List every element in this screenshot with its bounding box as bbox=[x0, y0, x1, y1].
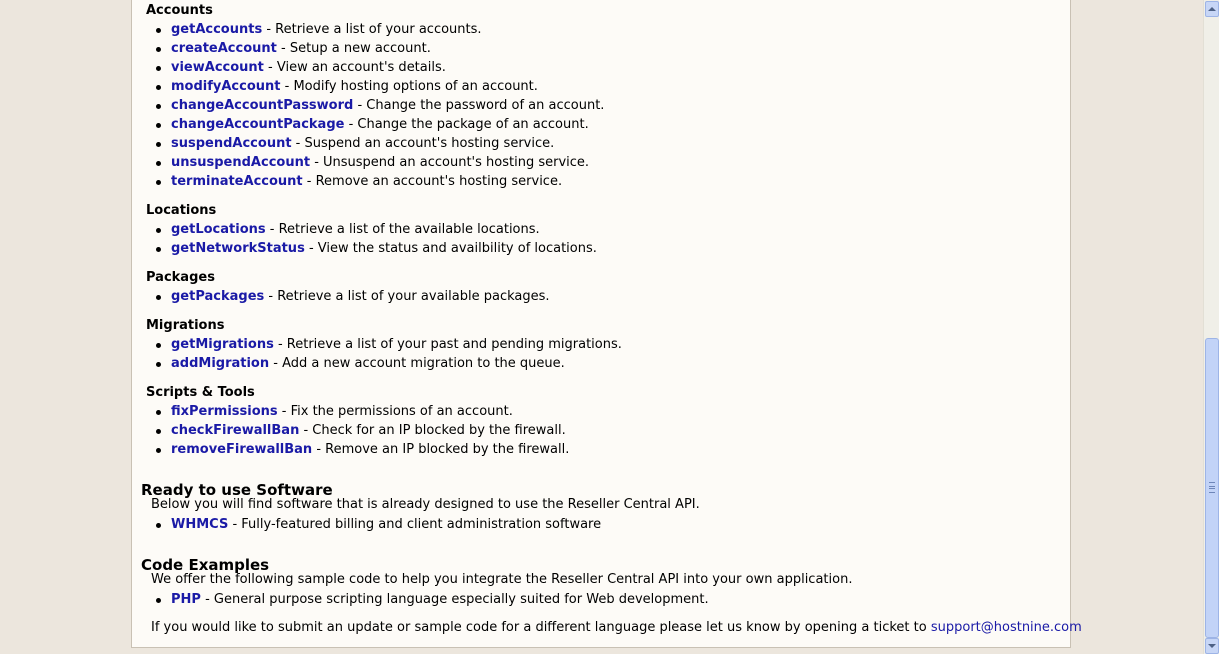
method-description: - Setup a new account. bbox=[276, 41, 431, 56]
list-item bbox=[0, 239, 597, 258]
list-item bbox=[0, 220, 597, 239]
bullet-icon bbox=[156, 85, 161, 90]
method-description: - Remove an account's hosting service. bbox=[302, 174, 563, 189]
method-description: - Check for an IP blocked by the firewall. bbox=[299, 423, 566, 438]
method-link-changeAccountPackage[interactable]: changeAccountPackage bbox=[171, 117, 345, 132]
support-email-link[interactable]: support@hostnine.com bbox=[930, 620, 1082, 635]
section-title-migrations: Migrations bbox=[146, 318, 225, 333]
packages-list bbox=[0, 287, 550, 306]
footer-note bbox=[151, 620, 1082, 636]
arrow-up-icon bbox=[1208, 7, 1216, 11]
code-intro: We offer the following sample code to help you integrate the Reseller Central API into your own application. bbox=[151, 572, 853, 587]
bullet-icon bbox=[156, 523, 161, 528]
list-item bbox=[0, 354, 622, 373]
method-link-getNetworkStatus[interactable]: getNetworkStatus bbox=[171, 241, 305, 256]
bullet-icon bbox=[156, 429, 161, 434]
migrations-list bbox=[0, 335, 622, 373]
bullet-icon bbox=[156, 123, 161, 128]
arrow-down-icon bbox=[1208, 644, 1216, 648]
method-description: - Remove an IP blocked by the firewall. bbox=[312, 442, 570, 457]
list-item bbox=[0, 172, 604, 191]
method-description: - Unsuspend an account's hosting service. bbox=[310, 155, 590, 170]
bullet-icon bbox=[156, 362, 161, 367]
list-item bbox=[0, 421, 569, 440]
list-item bbox=[0, 335, 622, 354]
method-link-viewAccount[interactable]: viewAccount bbox=[171, 60, 264, 75]
method-description: - Retrieve a list of your past and pending migrations. bbox=[273, 337, 622, 352]
method-link-createAccount[interactable]: createAccount bbox=[171, 41, 277, 56]
bullet-icon bbox=[156, 343, 161, 348]
bullet-icon bbox=[156, 66, 161, 71]
method-description: - Fix the permissions of an account. bbox=[277, 404, 513, 419]
code-description: - General purpose scripting language especially suited for Web development. bbox=[200, 592, 709, 607]
list-item bbox=[0, 402, 569, 421]
bullet-icon bbox=[156, 142, 161, 147]
bullet-icon bbox=[156, 47, 161, 52]
method-link-changeAccountPassword[interactable]: changeAccountPassword bbox=[171, 98, 354, 113]
scroll-down-button[interactable] bbox=[1205, 638, 1219, 654]
scripts-list bbox=[0, 402, 569, 459]
scroll-up-button[interactable] bbox=[1205, 1, 1219, 17]
method-link-getPackages[interactable]: getPackages bbox=[171, 289, 265, 304]
method-link-removeFirewallBan[interactable]: removeFirewallBan bbox=[171, 442, 313, 457]
list-item bbox=[0, 153, 604, 172]
bullet-icon bbox=[156, 28, 161, 33]
method-link-getAccounts[interactable]: getAccounts bbox=[171, 22, 263, 37]
bullet-icon bbox=[156, 295, 161, 300]
bullet-icon bbox=[156, 161, 161, 166]
section-title-accounts: Accounts bbox=[146, 3, 213, 18]
code-list bbox=[0, 590, 709, 609]
list-item bbox=[0, 287, 550, 306]
method-description: - Retrieve a list of your accounts. bbox=[262, 22, 482, 37]
bullet-icon bbox=[156, 180, 161, 185]
bullet-icon bbox=[156, 104, 161, 109]
method-link-suspendAccount[interactable]: suspendAccount bbox=[171, 136, 292, 151]
section-title-packages: Packages bbox=[146, 270, 215, 285]
software-list bbox=[0, 515, 601, 534]
bullet-icon bbox=[156, 247, 161, 252]
list-item bbox=[0, 77, 604, 96]
accounts-list bbox=[0, 20, 604, 191]
list-item bbox=[0, 515, 601, 534]
code-examples-heading: Code Examples bbox=[141, 556, 270, 574]
locations-list bbox=[0, 220, 597, 258]
list-item bbox=[0, 20, 604, 39]
section-title-locations: Locations bbox=[146, 203, 217, 218]
list-item bbox=[0, 440, 569, 459]
list-item bbox=[0, 590, 709, 609]
software-heading: Ready to use Software bbox=[141, 481, 333, 499]
method-link-modifyAccount[interactable]: modifyAccount bbox=[171, 79, 281, 94]
method-link-getMigrations[interactable]: getMigrations bbox=[171, 337, 274, 352]
scroll-thumb[interactable] bbox=[1205, 338, 1219, 638]
bullet-icon bbox=[156, 448, 161, 453]
grip-icon bbox=[1209, 482, 1215, 493]
method-link-fixPermissions[interactable]: fixPermissions bbox=[171, 404, 278, 419]
method-description: - Retrieve a list of your available packages. bbox=[264, 289, 550, 304]
method-description: - Change the package of an account. bbox=[344, 117, 589, 132]
method-link-getLocations[interactable]: getLocations bbox=[171, 222, 266, 237]
method-link-checkFirewallBan[interactable]: checkFirewallBan bbox=[171, 423, 300, 438]
method-description: - Add a new account migration to the queue. bbox=[269, 356, 565, 371]
software-description: - Fully-featured billing and client administration software bbox=[228, 517, 602, 532]
method-link-unsuspendAccount[interactable]: unsuspendAccount bbox=[171, 155, 311, 170]
list-item bbox=[0, 115, 604, 134]
section-title-scripts-tools: Scripts & Tools bbox=[146, 385, 255, 400]
list-item bbox=[0, 134, 604, 153]
list-item bbox=[0, 39, 604, 58]
method-link-terminateAccount[interactable]: terminateAccount bbox=[171, 174, 303, 189]
method-description: - View the status and availbility of locations. bbox=[304, 241, 597, 256]
method-description: - Suspend an account's hosting service. bbox=[291, 136, 555, 151]
code-link-php[interactable]: PHP bbox=[171, 592, 201, 607]
method-description: - Retrieve a list of the available locations. bbox=[265, 222, 540, 237]
software-intro: Below you will find software that is already designed to use the Reseller Central API. bbox=[151, 497, 700, 512]
method-link-addMigration[interactable]: addMigration bbox=[171, 356, 270, 371]
software-link-whmcs[interactable]: WHMCS bbox=[171, 517, 229, 532]
bullet-icon bbox=[156, 598, 161, 603]
footer-text: If you would like to submit an update or sample code for a different language please let us know by opening a ticket to bbox=[151, 620, 931, 635]
bullet-icon bbox=[156, 228, 161, 233]
vertical-scrollbar[interactable] bbox=[1203, 0, 1219, 654]
method-description: - View an account's details. bbox=[263, 60, 446, 75]
method-description: - Modify hosting options of an account. bbox=[280, 79, 538, 94]
method-description: - Change the password of an account. bbox=[353, 98, 605, 113]
bullet-icon bbox=[156, 410, 161, 415]
list-item bbox=[0, 58, 604, 77]
list-item bbox=[0, 96, 604, 115]
